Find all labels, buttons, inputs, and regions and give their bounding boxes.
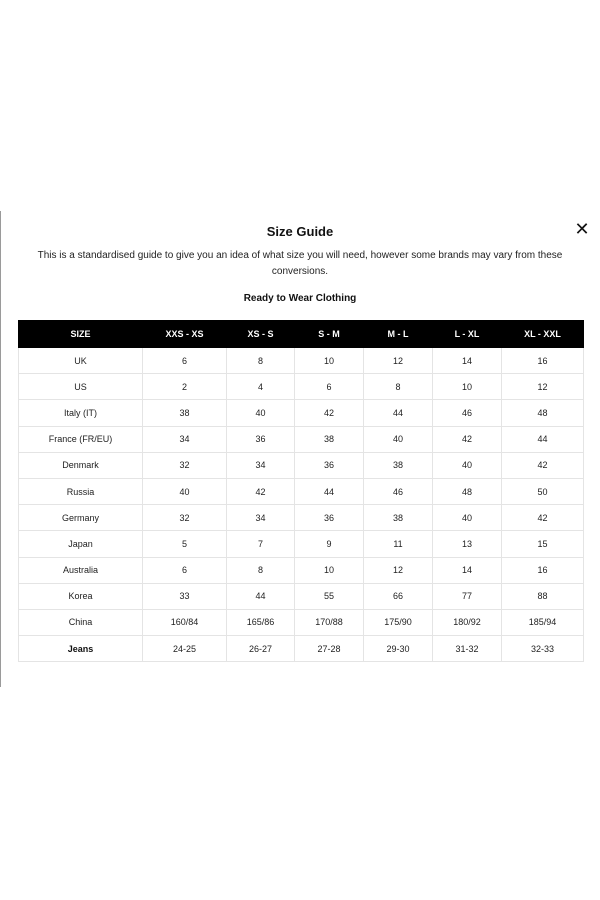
table-cell: 11 bbox=[364, 531, 433, 557]
row-label: UK bbox=[19, 348, 143, 374]
table-cell: 48 bbox=[433, 478, 502, 504]
table-cell: 10 bbox=[295, 348, 364, 374]
table-cell: 34 bbox=[143, 426, 227, 452]
row-label: Italy (IT) bbox=[19, 400, 143, 426]
table-cell: 34 bbox=[227, 505, 295, 531]
row-label: Korea bbox=[19, 583, 143, 609]
table-cell: 44 bbox=[364, 400, 433, 426]
table-cell: 12 bbox=[364, 557, 433, 583]
table-cell: 40 bbox=[433, 452, 502, 478]
header-size-range: S - M bbox=[295, 321, 364, 348]
table-row bbox=[19, 609, 584, 635]
table-cell: 36 bbox=[227, 426, 295, 452]
table-cell: 12 bbox=[502, 374, 584, 400]
table-cell: 36 bbox=[295, 452, 364, 478]
table-cell: 16 bbox=[502, 348, 584, 374]
table-cell: 10 bbox=[295, 557, 364, 583]
table-cell: 38 bbox=[364, 452, 433, 478]
row-label: Germany bbox=[19, 505, 143, 531]
section-title: Ready to Wear Clothing bbox=[243, 293, 357, 304]
table-cell: 170/88 bbox=[295, 609, 364, 635]
header-size-range: XXS - XS bbox=[143, 321, 227, 348]
row-label: US bbox=[19, 374, 143, 400]
table-cell: 2 bbox=[143, 374, 227, 400]
header-size-range: XS - S bbox=[227, 321, 295, 348]
table-body bbox=[19, 348, 584, 662]
table-cell: 5 bbox=[143, 531, 227, 557]
table-cell: 8 bbox=[227, 348, 295, 374]
table-row bbox=[19, 583, 584, 609]
table-row bbox=[19, 348, 584, 374]
table-cell: 66 bbox=[364, 583, 433, 609]
row-label: Russia bbox=[19, 478, 143, 504]
table-cell: 50 bbox=[502, 478, 584, 504]
table-cell: 55 bbox=[295, 583, 364, 609]
table-cell: 16 bbox=[502, 557, 584, 583]
row-label: Jeans bbox=[19, 636, 143, 662]
header-size-range: M - L bbox=[364, 321, 433, 348]
table-row bbox=[19, 557, 584, 583]
table-cell: 40 bbox=[364, 426, 433, 452]
table-cell: 26-27 bbox=[227, 636, 295, 662]
table-cell: 12 bbox=[364, 348, 433, 374]
header-size: SIZE bbox=[19, 321, 143, 348]
left-edge-divider bbox=[0, 211, 1, 687]
table-cell: 44 bbox=[502, 426, 584, 452]
table-cell: 77 bbox=[433, 583, 502, 609]
table-cell: 42 bbox=[502, 505, 584, 531]
table-cell: 9 bbox=[295, 531, 364, 557]
table-cell: 38 bbox=[143, 400, 227, 426]
table-cell: 10 bbox=[433, 374, 502, 400]
table-cell: 34 bbox=[227, 452, 295, 478]
close-icon[interactable]: ✕ bbox=[574, 219, 590, 239]
table-cell: 29-30 bbox=[364, 636, 433, 662]
table-cell: 38 bbox=[364, 505, 433, 531]
row-label: Australia bbox=[19, 557, 143, 583]
table-cell: 48 bbox=[502, 400, 584, 426]
table-cell: 13 bbox=[433, 531, 502, 557]
table-row bbox=[19, 531, 584, 557]
header-size-range: XL - XXL bbox=[502, 321, 584, 348]
table-cell: 8 bbox=[364, 374, 433, 400]
table-header-row bbox=[19, 321, 584, 348]
row-label: Denmark bbox=[19, 452, 143, 478]
table-cell: 27-28 bbox=[295, 636, 364, 662]
row-label: France (FR/EU) bbox=[19, 426, 143, 452]
table-cell: 46 bbox=[364, 478, 433, 504]
table-row bbox=[19, 400, 584, 426]
table-cell: 160/84 bbox=[143, 609, 227, 635]
table-cell: 24-25 bbox=[143, 636, 227, 662]
table-cell: 42 bbox=[502, 452, 584, 478]
table-cell: 33 bbox=[143, 583, 227, 609]
table-cell: 32 bbox=[143, 452, 227, 478]
table-cell: 31-32 bbox=[433, 636, 502, 662]
table-cell: 175/90 bbox=[364, 609, 433, 635]
intro-text: This is a standardised guide to give you an idea of what size you will need, however some brands may vary from these conversions. bbox=[37, 250, 563, 277]
table-cell: 42 bbox=[433, 426, 502, 452]
table-row bbox=[19, 505, 584, 531]
size-table bbox=[18, 320, 584, 662]
table-cell: 42 bbox=[227, 478, 295, 504]
table-cell: 46 bbox=[433, 400, 502, 426]
table-row bbox=[19, 478, 584, 504]
table-cell: 42 bbox=[295, 400, 364, 426]
table-cell: 44 bbox=[227, 583, 295, 609]
table-cell: 40 bbox=[143, 478, 227, 504]
table-cell: 6 bbox=[143, 557, 227, 583]
table-cell: 44 bbox=[295, 478, 364, 504]
table-cell: 32 bbox=[143, 505, 227, 531]
table-row bbox=[19, 452, 584, 478]
table-cell: 40 bbox=[433, 505, 502, 531]
table-cell: 36 bbox=[295, 505, 364, 531]
table-cell: 8 bbox=[227, 557, 295, 583]
table-cell: 14 bbox=[433, 348, 502, 374]
table-cell: 88 bbox=[502, 583, 584, 609]
table-cell: 6 bbox=[295, 374, 364, 400]
table-row bbox=[19, 374, 584, 400]
table-cell: 185/94 bbox=[502, 609, 584, 635]
table-cell: 4 bbox=[227, 374, 295, 400]
table-cell: 165/86 bbox=[227, 609, 295, 635]
table-cell: 6 bbox=[143, 348, 227, 374]
table-cell: 38 bbox=[295, 426, 364, 452]
table-cell: 14 bbox=[433, 557, 502, 583]
table-row bbox=[19, 426, 584, 452]
row-label: China bbox=[19, 609, 143, 635]
modal-title: Size Guide bbox=[266, 224, 334, 239]
table-cell: 7 bbox=[227, 531, 295, 557]
table-cell: 15 bbox=[502, 531, 584, 557]
header-size-range: L - XL bbox=[433, 321, 502, 348]
row-label: Japan bbox=[19, 531, 143, 557]
table-cell: 32-33 bbox=[502, 636, 584, 662]
table-row bbox=[19, 636, 584, 662]
table-cell: 40 bbox=[227, 400, 295, 426]
table-cell: 180/92 bbox=[433, 609, 502, 635]
